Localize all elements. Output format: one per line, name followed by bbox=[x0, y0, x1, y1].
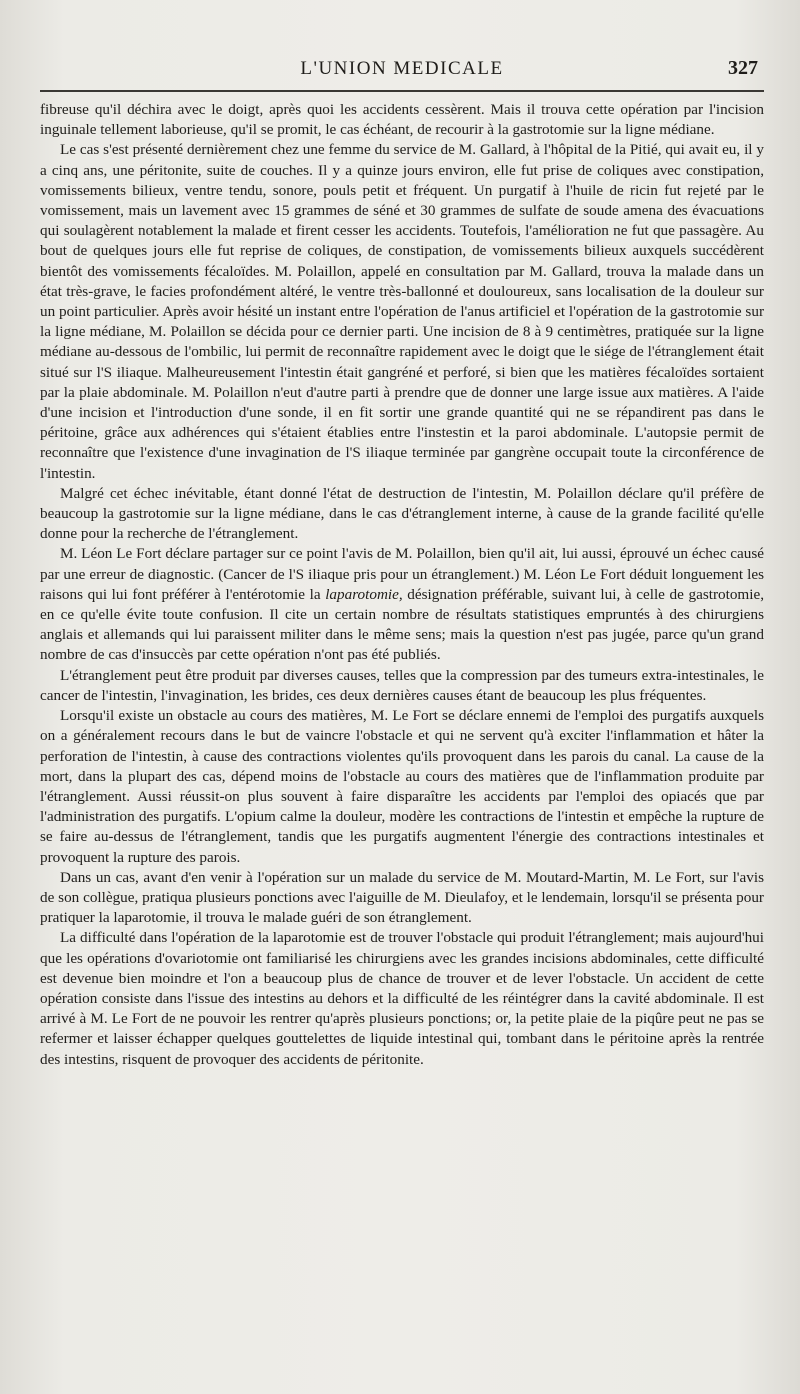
text-run: La difficulté dans l'opération de la laparotomie est de trouver l'obstacle qui produit l'étranglement; mais aujourd'hui que les opérations d'ovariotomie ont familiarisé les chirurgiens avec les grandes incisions abdominales, cette difficulté est devenue bien moindre et l'on a beaucoup plus de chance de trouver et de lever l'obstacle. Un accident de cette opération consiste dans l'issue des intestins au dehors et la difficulté de les réintégrer dans la cavité abdominale. Il est arrivé à M. Le Fort de ne pouvoir les rentrer qu'après plusieurs ponctions; or, la petite plaie de la piqûre peut ne pas se refermer et laisser échapper quelques gouttelettes de liquide intestinal qui, tombant dans le péritoine après la rentrée des intestins, risquent de provoquer des accidents de péritonite. bbox=[40, 929, 764, 1068]
running-title: L'UNION MEDICALE bbox=[300, 58, 504, 79]
paragraph bbox=[40, 868, 764, 929]
paragraph bbox=[40, 100, 764, 140]
italic-term: laparotomie, bbox=[325, 585, 403, 603]
text-run: M. Léon Le Fort déclare partager sur ce point l'avis de M. Polaillon, bien qu'il ait, lui aussi, éprouvé un échec causé par une erreur de diagnostic. (Cancer de l'S iliaque pris pour un étranglement.) M. Léon Le Fort déduit longuement les raisons qui lui font préférer à l'entérotomie la bbox=[40, 545, 764, 603]
paragraph bbox=[40, 544, 764, 665]
paragraph bbox=[40, 484, 764, 545]
text-run: fibreuse qu'il déchira avec le doigt, après quoi les accidents cessèrent. Mais il trouva cette opération par l'incision inguinale tellement laborieuse, qu'il se promit, le cas échéant, de recourir à la gastrotomie sur la ligne médiane. bbox=[40, 101, 764, 139]
paragraph bbox=[40, 140, 764, 483]
text-run: Le cas s'est présenté dernièrement chez une femme du service de M. Gallard, à l'hôpital de la Pitié, qui avait eu, il y a cinq ans, une péritonite, suite de couches. Il y a quinze jours environ, elle fut prise de coliques avec constipation, vomissements bilieux, ventre tendu, sonore, pouls petit et fréquent. Un purgatif à l'huile de ricin fut rejeté par le vomissement, mais un lavement avec 15 grammes de séné et 30 grammes de sulfate de soude amena des évacuations qui soulagèrent notablement la malade et firent cesser les accidents. Toutefois, l'amélioration ne fut que passagère. Au bout de quelques jours elle fut reprise de coliques, de constipation, de vomissements bilieux auxquels succédèrent bientôt des vomissements fécaloïdes. M. Polaillon, appelé en consultation par M. Gallard, trouva la malade dans un état très-grave, le facies profondément altéré, le ventre très-ballonné et douloureux, sans localisation de la douleur sur un point particulier. Après avoir hésité un instant entre l'opération de l'anus artificiel et l'opération de la gastrotomie sur la ligne médiane, M. Polaillon se décida pour ce dernier parti. Une incision de 8 à 9 centimètres, pratiquée sur la ligne médiane au-dessous de l'ombilic, lui permit de reconnaître rapidement avec le doigt que le siége de l'étranglement était situé sur l'S iliaque. Malheureusement l'intestin était gangréné et perforé, si bien que les matières fécaloïdes sortaient par la plaie abdominale. M. Polaillon n'eut d'autre parti à prendre que de donner une large issue aux matières. A l'aide d'une incision et l'introduction d'une sonde, il en fit sortir une grande quantité qui ne se répandirent pas dans le péritoine, grâce aux adhérences qui s'étaient établies entre l'instestin et la paroi abdominale. L'autopsie permit de reconnaître que l'existence d'une invagination de l'S iliaque terminée par gangrène occupait toute la circonférence de l'intestin. bbox=[40, 141, 764, 482]
text-run: L'étranglement peut être produit par diverses causes, telles que la compression par des tumeurs extra-intestinales, le cancer de l'intestin, l'invagination, les brides, ces deux dernières causes étant de beaucoup les plus fréquentes. bbox=[40, 666, 764, 704]
paragraph bbox=[40, 706, 764, 868]
text-run: Lorsqu'il existe un obstacle au cours des matières, M. Le Fort se déclare ennemi de l'emploi des purgatifs auxquels on a généralement recours dans le but de vaincre l'obstacle et qui ne servent qu'à exciter l'inflammation et hâter la perforation de l'intestin, à cause des contractions violentes qu'ils provoquent dans les parois du canal. La cause de la mort, dans la plupart des cas, dépend moins de l'obstacle au cours des matières que de l'inflammation produite par l'étranglement. Aussi réussit-on plus souvent à faire disparaître les accidents par l'emploi des opiacés que par l'administration des purgatifs. L'opium calme la douleur, modère les contractions de l'intestin et empêche la rupture de se faire au-dessus de l'étranglement, tandis que les purgatifs augmentent l'énergie des contractions intestinales et provoquent la rupture des parois. bbox=[40, 707, 764, 866]
article-body bbox=[40, 100, 764, 1070]
page-number: 327 bbox=[728, 57, 758, 79]
text-run: Malgré cet échec inévitable, étant donné l'état de destruction de l'intestin, M. Polaillon déclare qu'il préfère de beaucoup la gastrotomie sur la ligne médiane, dans le cas d'étranglement interne, à cause de la grande facilité qu'elle donne pour la recherche de l'étranglement. bbox=[40, 484, 764, 543]
text-run: désignation préférable, suivant lui, à celle de gastrotomie, en ce qu'elle évite toute confusion. Il cite un certain nombre de résultats statistiques empruntés à des chirurgiens anglais et allemands qui lui paraissent militer dans le même sens; mais la question n'est pas jugée, parce qu'un grand nombre de cas d'insuccès par cette opération n'ont pas été publiés. bbox=[40, 585, 764, 664]
paragraph bbox=[40, 666, 764, 706]
page-header bbox=[40, 44, 764, 80]
text-run: Dans un cas, avant d'en venir à l'opération sur un malade du service de M. Moutard-Martin, M. Le Fort, sur l'avis de son collègue, pratiqua plusieurs ponctions avec l'aiguille de M. Dieulafoy, et le lendemain, lorsqu'il se présenta pour pratiquer la laparotomie, il trouva le malade guéri de son étranglement. bbox=[40, 868, 764, 927]
paragraph bbox=[40, 928, 764, 1069]
header-rule bbox=[40, 90, 764, 92]
